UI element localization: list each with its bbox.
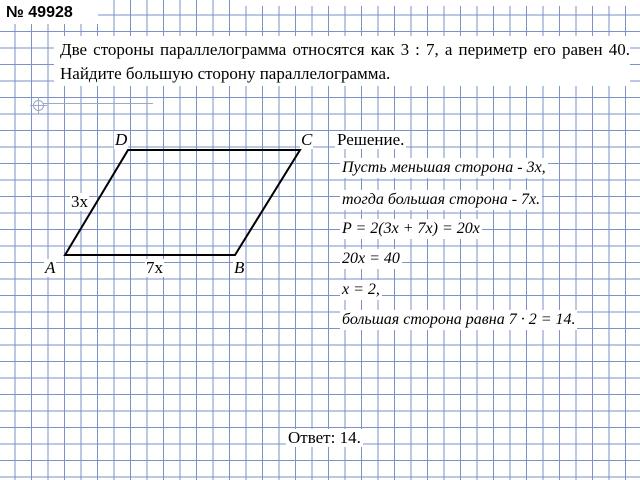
side-ad-label: 3x (71, 192, 88, 211)
vertex-d-label: D (115, 130, 128, 149)
solution-line-6: большая сторона равна 7 · 2 = 14. (342, 311, 576, 328)
solution-line-1: Пусть меньшая сторона ‑ 3x, (342, 159, 546, 176)
solution-title: Решение. (337, 130, 405, 149)
vertex-c-label: C (301, 130, 313, 149)
problem-number: № 49928 (6, 4, 73, 21)
side-ab-label: 7x (146, 258, 163, 277)
vertex-a-label: A (45, 258, 56, 277)
solution-line-5: x = 2, (342, 281, 380, 298)
solution-line-3: P = 2(3x + 7x) = 20x (342, 220, 480, 237)
vertex-b-label: B (234, 258, 245, 277)
answer-text: Ответ: 14. (288, 428, 361, 447)
parallelogram-shape (65, 150, 300, 255)
solution-line-2: тогда большая сторона ‑ 7x. (342, 191, 541, 208)
problem-statement: Две стороны параллелограмма относятся как 3 : 7, а периметр его равен 40. Найдите большую сторону параллелограмма. (60, 40, 630, 83)
solution-line-4: 20x = 40 (342, 250, 400, 267)
